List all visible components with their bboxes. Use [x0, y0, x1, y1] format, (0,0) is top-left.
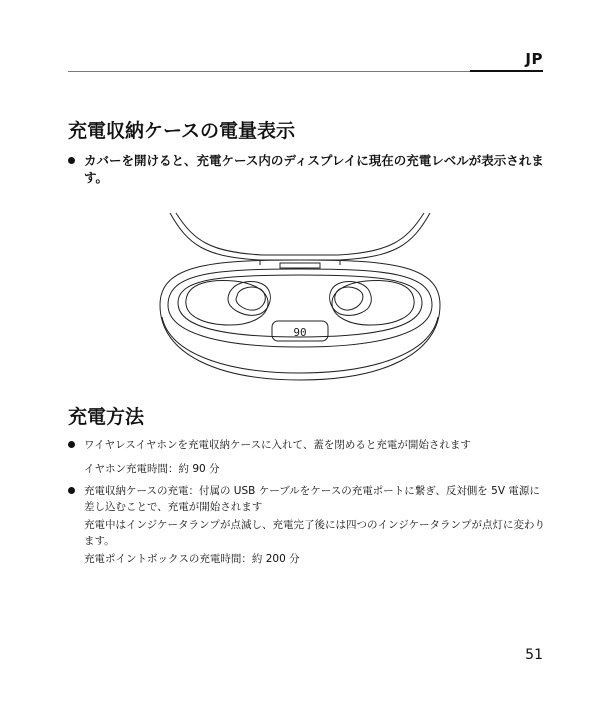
section-title-battery-display: 充電収納ケースの電量表示 [68, 120, 296, 142]
bullet-text: 充電収納ケースの充電：付属の USB ケーブルをケースの充電ポートに繋ぎ、反対側を 5V 電源に差し込むことで、充電が開始されます [84, 485, 540, 513]
bullet-text: ワイヤレスイヤホンを充電収納ケースに入れて、蓋を閉めると充電が開始されます [84, 439, 471, 451]
bullet-earbud-charging [68, 437, 547, 453]
bullet-battery-display [68, 152, 549, 186]
bullet-dot [68, 441, 75, 448]
page-number: 51 [525, 647, 543, 663]
indicator-note: 充電中はインジケータランプが点滅し、充電完了後には四つのインジケータランプが点灯に変わります。 [84, 519, 546, 547]
bullet-case-charging [68, 483, 547, 515]
bullet-dot [68, 157, 75, 164]
language-tag: JP [525, 50, 543, 68]
header-rule-accent [470, 70, 543, 72]
case-charge-time: 充電ポイントボックスの充電時間：約 200 分 [84, 553, 300, 565]
bullet-dot [68, 487, 75, 494]
header-rule [68, 71, 471, 72]
charging-case-illustration [150, 205, 450, 385]
section-title-charging-method: 充電方法 [68, 406, 145, 428]
case-display-value: 90 [293, 326, 307, 339]
earbud-charge-time: イヤホン充電時間：約 90 分 [84, 463, 220, 475]
bullet-text: カバーを開けると、充電ケース内のディスプレイに現在の充電レベルが表示されます。 [84, 153, 544, 185]
